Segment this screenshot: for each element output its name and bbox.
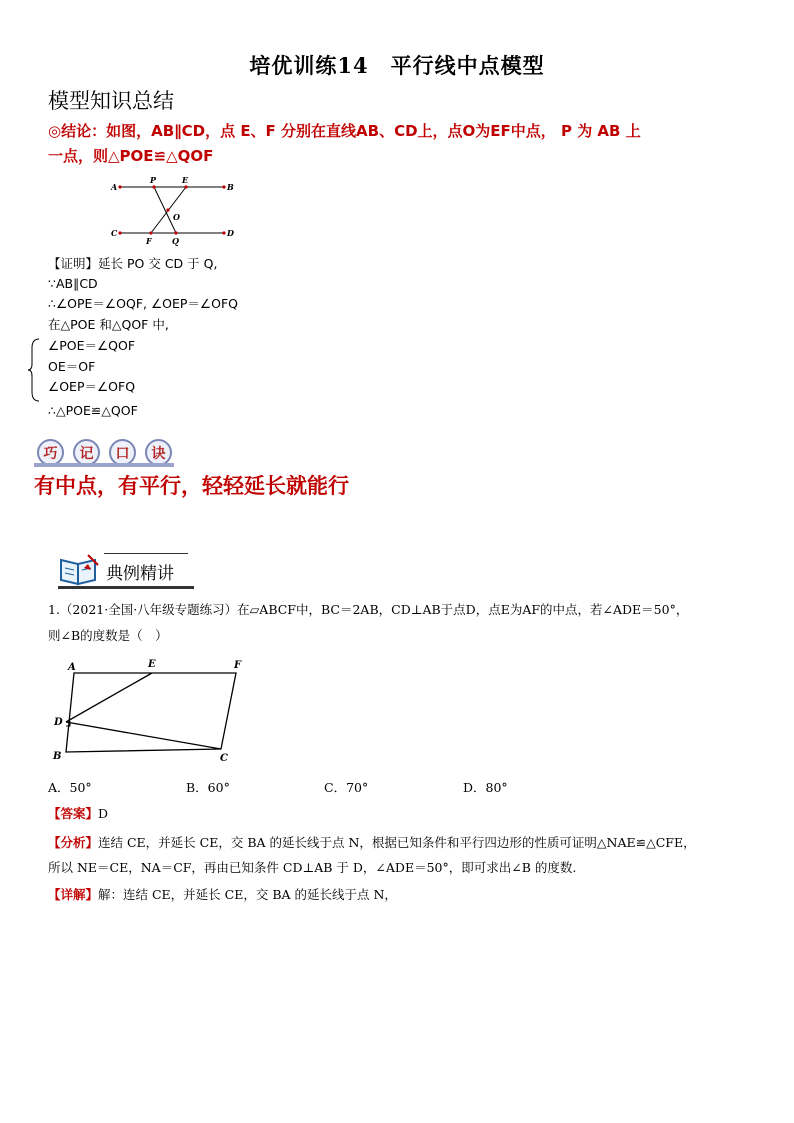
question-line-2: 则∠B的度数是（ ）	[48, 628, 168, 643]
label-b: B	[227, 182, 234, 192]
detail-label: 【详解】	[48, 887, 99, 902]
conclusion-line-2: 一点，则△POE≌△QOF	[48, 147, 214, 165]
answer-label: 【答案】	[48, 806, 99, 821]
coin-4: 诀	[145, 439, 172, 466]
mnemonic-slogan: 有中点，有平行，轻轻延长就能行	[34, 473, 349, 498]
parallelogram-figure	[48, 654, 258, 766]
coin-3: 口	[109, 439, 136, 466]
proof-line-2: ∵AB∥CD	[48, 276, 98, 291]
label-f2: F	[234, 660, 242, 671]
parallel-lines-figure	[108, 172, 238, 250]
conclusion-text	[48, 119, 758, 169]
example-heading: 典例精讲	[106, 564, 174, 584]
label-c: C	[111, 228, 118, 238]
answer-value: D	[98, 806, 109, 821]
brace-line-1: ∠POE＝∠QOF	[48, 338, 136, 353]
detail-line: 【详解】解：连结 CE，并延长 CE，交 BA 的延长线于点 N，	[48, 887, 397, 902]
mnemonic-underline	[34, 463, 174, 467]
label-e: E	[182, 175, 189, 185]
analysis-line-2: 所以 NE＝CE，NA＝CF，再由已知条件 CD⊥AB 于 D，∠ADE＝50°，即可求出∠B 的度数.	[48, 860, 577, 875]
coin-2: 记	[73, 439, 100, 466]
label-a: A	[111, 182, 118, 192]
label-p: P	[150, 175, 157, 185]
segment-de	[66, 673, 152, 722]
label-b2: B	[53, 751, 62, 762]
conclusion-line-1: ◎结论：如图，AB∥CD，点 E、F 分别在直线AB、CD上，点O为EF中点， P 为 AB 上	[48, 122, 641, 140]
brace-line-2: OE＝OF	[48, 359, 96, 374]
proof-line-1: 【证明】延长 PO 交 CD 于 Q,	[48, 256, 218, 271]
proof-line-3: ∴∠OPE＝∠OQF, ∠OEP＝∠OFQ	[48, 296, 239, 311]
coin-1: 巧	[37, 439, 64, 466]
proof-label: 【证明】	[48, 256, 99, 271]
label-o: O	[173, 212, 180, 222]
example-heading-underline	[58, 586, 194, 589]
segment-pq	[154, 187, 176, 233]
option-a: A．50°	[48, 780, 92, 795]
option-b: B．60°	[186, 780, 230, 795]
analysis-line-1: 【分析】连结 CE，并延长 CE，交 BA 的延长线于点 N，根据已知条件和平行四边形的性质可证明△NAE≌△CFE，	[48, 835, 696, 850]
label-d2: D	[54, 717, 63, 728]
section-heading: 模型知识总结	[48, 89, 174, 113]
option-c: C．70°	[324, 780, 369, 795]
label-q: Q	[172, 236, 179, 246]
question-line-1: 1.（2021·全国·八年级专题练习）在▱ABCF中，BC＝2AB，CD⊥AB于点D，点E为AF的中点，若∠ADE＝50°，	[48, 602, 689, 617]
segment-dc	[66, 722, 221, 749]
label-a2: A	[68, 662, 76, 673]
example-heading-topline	[104, 553, 188, 554]
proof-conclusion: ∴△POE≌△QOF	[48, 403, 138, 418]
proof-line-4: 在△POE 和△QOF 中,	[48, 317, 169, 332]
label-f: F	[146, 236, 152, 246]
option-d: D．80°	[463, 780, 508, 795]
curly-brace	[28, 338, 40, 402]
page-title: 培优训练14 平行线中点模型	[249, 53, 545, 78]
parallelogram-abcf	[66, 673, 236, 752]
label-c2: C	[220, 753, 228, 764]
analysis-label: 【分析】	[48, 835, 99, 850]
answer-line	[48, 805, 108, 823]
label-d: D	[227, 228, 234, 238]
book-icon	[58, 552, 102, 586]
label-e2: E	[148, 659, 156, 670]
brace-line-3: ∠OEP＝∠OFQ	[48, 379, 136, 394]
